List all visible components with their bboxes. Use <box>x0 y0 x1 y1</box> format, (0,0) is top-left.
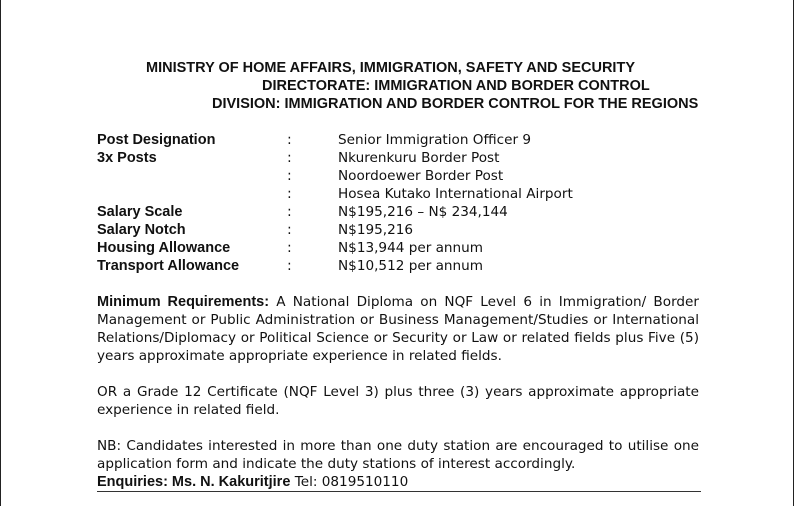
detail-separator: : <box>287 150 292 166</box>
detail-value: Senior Immigration Officer 9 <box>338 132 532 148</box>
detail-value: N$13,944 per annum <box>338 240 484 256</box>
alternative-requirements: OR a Grade 12 Certificate (NQF Level 3) plus three (3) years approximate appropriate experience in related field. <box>97 384 699 418</box>
detail-separator: : <box>287 168 292 184</box>
detail-label: Housing Allowance <box>97 240 231 256</box>
detail-separator: : <box>287 186 292 202</box>
directorate-title: DIRECTORATE: IMMIGRATION AND BORDER CONTROL <box>262 78 650 94</box>
divider-line <box>97 491 701 492</box>
detail-label: Post Designation <box>97 132 216 148</box>
detail-value: Hosea Kutako International Airport <box>338 186 573 202</box>
detail-value: N$10,512 per annum <box>338 258 484 274</box>
detail-value: Nkurenkuru Border Post <box>338 150 500 166</box>
detail-value: Noordoewer Border Post <box>338 168 504 184</box>
detail-separator: : <box>287 240 292 256</box>
detail-label: 3x Posts <box>97 150 157 166</box>
enquiries-label: Enquiries: Ms. N. Kakuritjire <box>97 474 291 490</box>
detail-separator: : <box>287 132 292 148</box>
detail-label: Transport Allowance <box>97 258 240 274</box>
detail-label: Salary Notch <box>97 222 186 238</box>
minimum-requirements <box>97 293 699 365</box>
enquiries-tel: Tel: 0819510110 <box>290 474 409 490</box>
nb-note: NB: Candidates interested in more than one duty station are encouraged to utilise one application form and indicate the duty stations of interest accordingly. <box>97 438 699 472</box>
division-title: DIVISION: IMMIGRATION AND BORDER CONTROL FOR THE REGIONS <box>212 96 699 112</box>
detail-separator: : <box>287 258 292 274</box>
enquiries <box>97 473 408 491</box>
requirements-label: Minimum Requirements: <box>97 294 270 310</box>
ministry-title: MINISTRY OF HOME AFFAIRS, IMMIGRATION, SAFETY AND SECURITY <box>146 60 635 76</box>
detail-label: Salary Scale <box>97 204 183 220</box>
detail-separator: : <box>287 222 292 238</box>
detail-value: N$195,216 <box>338 222 414 238</box>
requirements-text: A National Diploma on NQF Level 6 in Immigration/ Border Management or Public Administration or Business Management/Studies or International Relations/Diplomacy or Political Science or Security or Law or related fields plus Five (5) years approximate appropriate experience in related fields. <box>97 294 700 364</box>
detail-value: N$195,216 – N$ 234,144 <box>338 204 508 220</box>
detail-separator: : <box>287 204 292 220</box>
